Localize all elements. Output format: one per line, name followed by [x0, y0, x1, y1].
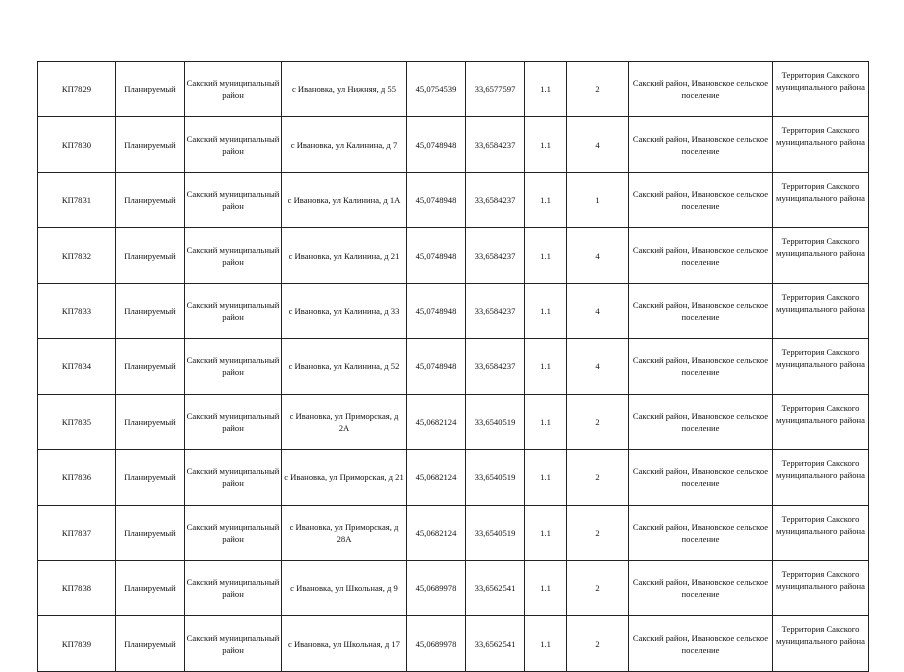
- cell-quantity: 2: [567, 62, 629, 117]
- cell-municipality: Сакский муниципальный район: [185, 283, 282, 338]
- cell-territory: Территория Сакского муниципального района: [773, 283, 869, 338]
- cell-address: с Ивановка, ул Калинина, д 21: [282, 228, 407, 283]
- table-row: [38, 117, 869, 172]
- cell-id: КП7831: [38, 172, 116, 227]
- cell-latitude: 45,0748948: [407, 172, 466, 227]
- cell-address: с Ивановка, ул Школьная, д 17: [282, 616, 407, 671]
- cell-municipality: Сакский муниципальный район: [185, 117, 282, 172]
- cell-quantity: 4: [567, 117, 629, 172]
- table-row: [38, 228, 869, 283]
- cell-status: Планируемый: [116, 505, 185, 560]
- cell-latitude: 45,0754539: [407, 62, 466, 117]
- cell-status: Планируемый: [116, 117, 185, 172]
- cell-area: Сакский район, Ивановское сельское поселение: [629, 339, 773, 394]
- cell-municipality: Сакский муниципальный район: [185, 616, 282, 671]
- cell-id: КП7832: [38, 228, 116, 283]
- cell-longitude: 33,6540519: [466, 450, 525, 505]
- cell-quantity: 2: [567, 394, 629, 449]
- cell-latitude: 45,0682124: [407, 450, 466, 505]
- cell-latitude: 45,0748948: [407, 339, 466, 394]
- cell-territory: Территория Сакского муниципального района: [773, 394, 869, 449]
- cell-longitude: 33,6562541: [466, 616, 525, 671]
- cell-longitude: 33,6577597: [466, 62, 525, 117]
- cell-type: 1.1: [525, 228, 567, 283]
- cell-municipality: Сакский муниципальный район: [185, 560, 282, 615]
- cell-area: Сакский район, Ивановское сельское поселение: [629, 394, 773, 449]
- cell-address: с Ивановка, ул Калинина, д 7: [282, 117, 407, 172]
- cell-id: КП7836: [38, 450, 116, 505]
- cell-status: Планируемый: [116, 172, 185, 227]
- cell-latitude: 45,0682124: [407, 394, 466, 449]
- cell-quantity: 2: [567, 616, 629, 671]
- cell-longitude: 33,6540519: [466, 505, 525, 560]
- cell-status: Планируемый: [116, 560, 185, 615]
- cell-quantity: 4: [567, 283, 629, 338]
- cell-latitude: 45,0748948: [407, 283, 466, 338]
- cell-area: Сакский район, Ивановское сельское поселение: [629, 283, 773, 338]
- cell-id: КП7829: [38, 62, 116, 117]
- cell-type: 1.1: [525, 616, 567, 671]
- cell-territory: Территория Сакского муниципального района: [773, 560, 869, 615]
- cell-status: Планируемый: [116, 394, 185, 449]
- cell-address: с Ивановка, ул Приморская, д 2А: [282, 394, 407, 449]
- cell-id: КП7833: [38, 283, 116, 338]
- cell-latitude: 45,0748948: [407, 228, 466, 283]
- cell-status: Планируемый: [116, 283, 185, 338]
- cell-id: КП7839: [38, 616, 116, 671]
- cell-longitude: 33,6562541: [466, 560, 525, 615]
- cell-latitude: 45,0689978: [407, 616, 466, 671]
- cell-address: с Ивановка, ул Калинина, д 52: [282, 339, 407, 394]
- cell-area: Сакский район, Ивановское сельское поселение: [629, 616, 773, 671]
- cell-territory: Территория Сакского муниципального района: [773, 616, 869, 671]
- cell-area: Сакский район, Ивановское сельское поселение: [629, 560, 773, 615]
- table-row: [38, 172, 869, 227]
- cell-municipality: Сакский муниципальный район: [185, 450, 282, 505]
- cell-type: 1.1: [525, 505, 567, 560]
- cell-status: Планируемый: [116, 228, 185, 283]
- cell-territory: Территория Сакского муниципального района: [773, 339, 869, 394]
- cell-id: КП7830: [38, 117, 116, 172]
- table-row: [38, 283, 869, 338]
- cell-municipality: Сакский муниципальный район: [185, 339, 282, 394]
- table-row: [38, 62, 869, 117]
- cell-type: 1.1: [525, 117, 567, 172]
- cell-longitude: 33,6584237: [466, 117, 525, 172]
- cell-municipality: Сакский муниципальный район: [185, 172, 282, 227]
- cell-area: Сакский район, Ивановское сельское поселение: [629, 505, 773, 560]
- cell-quantity: 2: [567, 450, 629, 505]
- cell-address: с Ивановка, ул Нижняя, д 55: [282, 62, 407, 117]
- cell-id: КП7834: [38, 339, 116, 394]
- cell-quantity: 2: [567, 505, 629, 560]
- cell-address: с Ивановка, ул Приморская, д 21: [282, 450, 407, 505]
- cell-latitude: 45,0748948: [407, 117, 466, 172]
- cell-area: Сакский район, Ивановское сельское поселение: [629, 450, 773, 505]
- cell-id: КП7835: [38, 394, 116, 449]
- cell-id: КП7838: [38, 560, 116, 615]
- cell-territory: Территория Сакского муниципального района: [773, 172, 869, 227]
- cell-address: с Ивановка, ул Школьная, д 9: [282, 560, 407, 615]
- cell-latitude: 45,0689978: [407, 560, 466, 615]
- cell-territory: Территория Сакского муниципального района: [773, 62, 869, 117]
- cell-status: Планируемый: [116, 616, 185, 671]
- cell-longitude: 33,6584237: [466, 339, 525, 394]
- cell-quantity: 1: [567, 172, 629, 227]
- cell-type: 1.1: [525, 394, 567, 449]
- points-table: [37, 61, 869, 672]
- cell-type: 1.1: [525, 62, 567, 117]
- table-row: [38, 394, 869, 449]
- table-row: [38, 560, 869, 615]
- cell-status: Планируемый: [116, 62, 185, 117]
- cell-longitude: 33,6584237: [466, 283, 525, 338]
- cell-longitude: 33,6584237: [466, 228, 525, 283]
- cell-area: Сакский район, Ивановское сельское поселение: [629, 172, 773, 227]
- cell-type: 1.1: [525, 560, 567, 615]
- cell-territory: Территория Сакского муниципального района: [773, 117, 869, 172]
- cell-id: КП7837: [38, 505, 116, 560]
- cell-municipality: Сакский муниципальный район: [185, 228, 282, 283]
- cell-quantity: 4: [567, 339, 629, 394]
- cell-address: с Ивановка, ул Калинина, д 1А: [282, 172, 407, 227]
- cell-type: 1.1: [525, 172, 567, 227]
- cell-longitude: 33,6584237: [466, 172, 525, 227]
- cell-latitude: 45,0682124: [407, 505, 466, 560]
- cell-address: с Ивановка, ул Калинина, д 33: [282, 283, 407, 338]
- cell-territory: Территория Сакского муниципального района: [773, 505, 869, 560]
- cell-status: Планируемый: [116, 450, 185, 505]
- cell-type: 1.1: [525, 339, 567, 394]
- cell-status: Планируемый: [116, 339, 185, 394]
- cell-area: Сакский район, Ивановское сельское поселение: [629, 228, 773, 283]
- table-row: [38, 616, 869, 671]
- table-row: [38, 339, 869, 394]
- cell-municipality: Сакский муниципальный район: [185, 505, 282, 560]
- cell-area: Сакский район, Ивановское сельское поселение: [629, 62, 773, 117]
- cell-quantity: 4: [567, 228, 629, 283]
- cell-municipality: Сакский муниципальный район: [185, 394, 282, 449]
- cell-type: 1.1: [525, 450, 567, 505]
- cell-territory: Территория Сакского муниципального района: [773, 228, 869, 283]
- cell-longitude: 33,6540519: [466, 394, 525, 449]
- cell-address: с Ивановка, ул Приморская, д 28А: [282, 505, 407, 560]
- cell-area: Сакский район, Ивановское сельское поселение: [629, 117, 773, 172]
- cell-type: 1.1: [525, 283, 567, 338]
- cell-municipality: Сакский муниципальный район: [185, 62, 282, 117]
- table-row: [38, 450, 869, 505]
- cell-territory: Территория Сакского муниципального района: [773, 450, 869, 505]
- cell-quantity: 2: [567, 560, 629, 615]
- table-body: [38, 62, 869, 672]
- table-row: [38, 505, 869, 560]
